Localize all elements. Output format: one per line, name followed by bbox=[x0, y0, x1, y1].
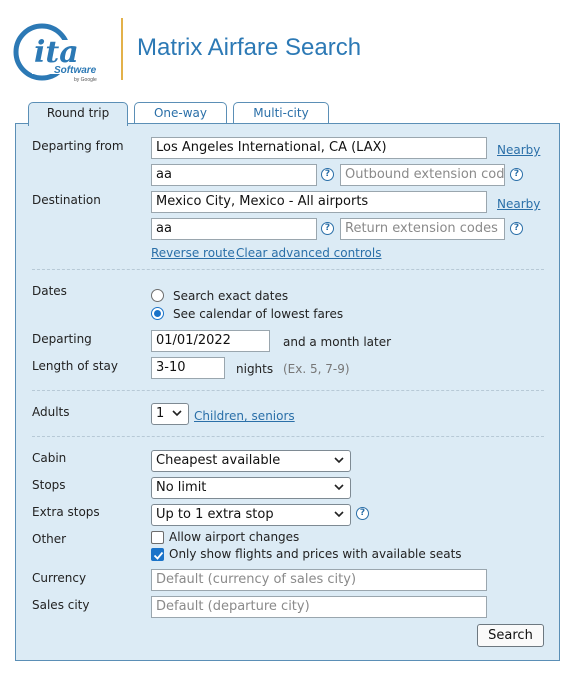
checkmark-icon bbox=[153, 550, 164, 561]
stops-select[interactable] bbox=[151, 477, 351, 499]
calendar-lowest-fares-radio[interactable] bbox=[151, 307, 164, 320]
departing-from-label: Departing from bbox=[32, 139, 124, 153]
departing-date-input[interactable]: 01/01/2022 bbox=[151, 330, 270, 352]
available-seats-label[interactable]: Only show flights and prices with available seats bbox=[169, 547, 462, 561]
search-exact-dates-label[interactable]: Search exact dates bbox=[173, 289, 289, 303]
allow-airport-changes-label[interactable]: Allow airport changes bbox=[169, 530, 300, 544]
cabin-select[interactable] bbox=[151, 450, 351, 472]
departing-date-label: Departing bbox=[32, 332, 92, 346]
length-of-stay-label: Length of stay bbox=[32, 359, 118, 373]
allow-airport-changes-checkbox[interactable] bbox=[151, 531, 164, 544]
page-title: Matrix Airfare Search bbox=[137, 34, 362, 61]
extra-stops-select-value: Up to 1 extra stop bbox=[156, 507, 274, 522]
tab-one-way[interactable]: One-way bbox=[134, 102, 227, 124]
cabin-select-value: Cheapest available bbox=[156, 453, 281, 468]
chevron-down-icon bbox=[334, 482, 344, 492]
origin-code-input[interactable]: aa bbox=[151, 164, 317, 186]
clear-advanced-controls-link[interactable]: Clear advanced controls bbox=[236, 246, 382, 260]
departing-date-suffix: and a month later bbox=[283, 335, 392, 349]
tab-round-trip[interactable]: Round trip bbox=[28, 102, 128, 126]
search-form-panel bbox=[15, 123, 560, 661]
cabin-label: Cabin bbox=[32, 451, 67, 465]
adults-select-value: 1 bbox=[156, 406, 165, 421]
return-extension-help-icon[interactable]: ? bbox=[510, 222, 523, 235]
currency-label: Currency bbox=[32, 571, 87, 585]
extra-stops-label: Extra stops bbox=[32, 505, 100, 519]
nearby-destination-link[interactable]: Nearby bbox=[497, 197, 541, 211]
logo-sub: Software bbox=[54, 65, 97, 76]
stops-label: Stops bbox=[32, 478, 66, 492]
nearby-origin-link[interactable]: Nearby bbox=[497, 143, 541, 157]
destination-code-help-icon[interactable]: ? bbox=[321, 222, 334, 235]
available-seats-checkbox[interactable] bbox=[151, 548, 164, 561]
departing-from-input[interactable]: Los Angeles International, CA (LAX) bbox=[151, 137, 487, 159]
header bbox=[0, 0, 571, 100]
chevron-down-icon bbox=[334, 509, 344, 519]
section-divider bbox=[32, 436, 544, 437]
reverse-route-link[interactable]: Reverse route bbox=[151, 246, 235, 260]
outbound-extension-input[interactable]: Outbound extension cod bbox=[340, 164, 505, 186]
search-exact-dates-radio[interactable] bbox=[151, 289, 164, 302]
extra-stops-select[interactable] bbox=[151, 504, 351, 526]
extra-stops-help-icon[interactable]: ? bbox=[356, 507, 369, 520]
return-extension-input[interactable]: Return extension codes bbox=[340, 218, 505, 240]
adults-select[interactable] bbox=[151, 403, 189, 425]
chevron-down-icon bbox=[172, 408, 182, 418]
destination-input[interactable]: Mexico City, Mexico - All airports bbox=[151, 191, 487, 213]
sales-city-label: Sales city bbox=[32, 598, 90, 612]
destination-code-input[interactable]: aa bbox=[151, 218, 317, 240]
search-button[interactable]: Search bbox=[477, 624, 544, 647]
outbound-extension-help-icon[interactable]: ? bbox=[510, 168, 523, 181]
length-of-stay-hint: (Ex. 5, 7-9) bbox=[283, 362, 350, 376]
section-divider bbox=[32, 269, 544, 270]
ita-software-logo bbox=[12, 18, 112, 84]
dates-label: Dates bbox=[32, 284, 67, 298]
children-seniors-link[interactable]: Children, seniors bbox=[194, 409, 295, 423]
calendar-lowest-fares-label[interactable]: See calendar of lowest fares bbox=[173, 307, 344, 321]
adults-label: Adults bbox=[32, 405, 70, 419]
stops-select-value: No limit bbox=[156, 480, 207, 495]
nights-label: nights bbox=[236, 362, 274, 376]
destination-label: Destination bbox=[32, 193, 101, 207]
chevron-down-icon bbox=[334, 455, 344, 465]
currency-input[interactable]: Default (currency of sales city) bbox=[151, 569, 487, 591]
length-of-stay-input[interactable]: 3-10 bbox=[151, 357, 225, 379]
sales-city-input[interactable]: Default (departure city) bbox=[151, 596, 487, 618]
tab-multi-city[interactable]: Multi-city bbox=[233, 102, 329, 124]
section-divider bbox=[32, 390, 544, 391]
origin-code-help-icon[interactable]: ? bbox=[321, 168, 334, 181]
other-label: Other bbox=[32, 532, 67, 546]
logo-text: ita bbox=[34, 35, 79, 70]
header-divider bbox=[121, 18, 123, 80]
logo-by: by Google bbox=[74, 77, 97, 83]
